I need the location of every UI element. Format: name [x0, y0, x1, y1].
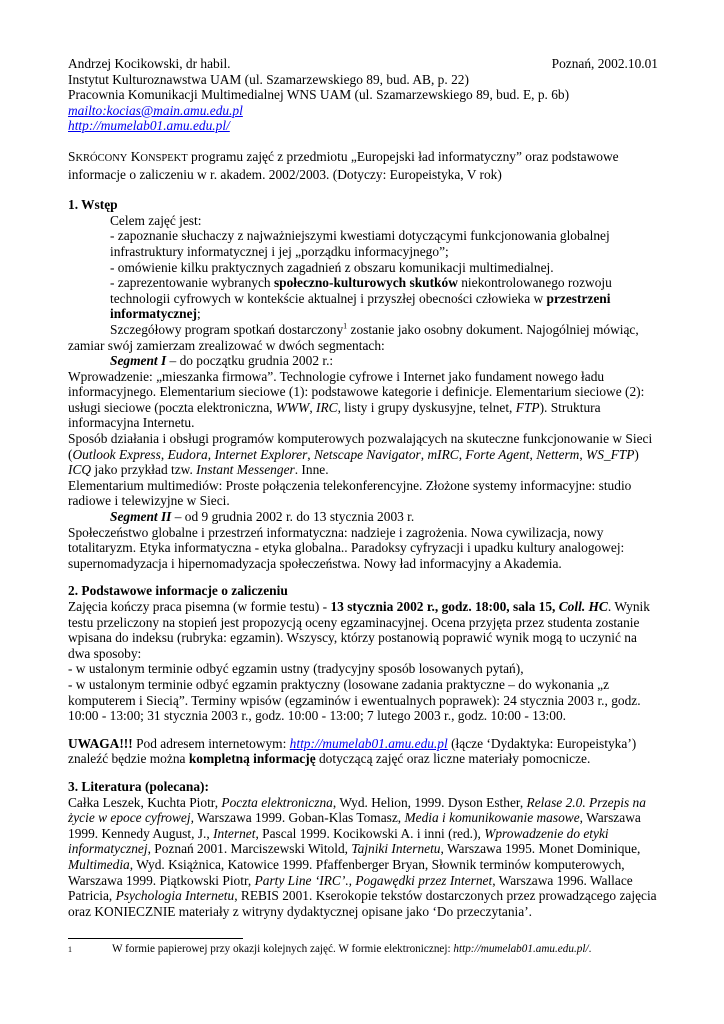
- section-heading-intro: 1. Wstęp: [68, 197, 118, 213]
- segment-1-para-2: Sposób działania i obsługi programów komputerowych pozwalających na skuteczne funkcjonowanie w Sieci (Outlook Express, Eudora, Internet Explorer, Netscape Navigator, mIRC, Forte Agent, Netterm, WS_FTP) ICQ jako przykład tzw. Instant Messenger. Inne.: [68, 431, 653, 478]
- aim-item: - omówienie kilku praktycznych zagadnień z obszaru komunikacji multimedialnej.: [110, 259, 554, 275]
- segment-1-heading: Segment I – do początku grudnia 2002 r.:: [110, 353, 334, 369]
- notice-paragraph: UWAGA!!! Pod adresem internetowym: http://mumelab01.amu.edu.pl (łącze ‘Dydaktyka: Europeistyka’) znaleźć będzie można kompletną informację dotyczącą zajęć oraz liczne materiały pomocnicze.: [68, 735, 637, 767]
- aim-item: - zaprezentowanie wybranych społeczno-kulturowych skutków niekontrolowanego rozwoju technologii cyfrowych w kontekście aktualnej i przyszłej obecności człowieka w przestrzeni informatycznej;: [110, 275, 612, 322]
- lab-line: Pracownia Komunikacji Multimedialnej WNS UAM (ul. Szamarzewskiego 89, bud. E, p. 6b): [68, 87, 570, 103]
- aim-item: - zapoznanie słuchaczy z najważniejszymi kwestiami dotyczącymi funkcjonowania globalnej infrastruktury informatycznej i jej „porządku informacyjnego”;: [110, 228, 610, 259]
- section-heading-credit: 2. Podstawowe informacje o zaliczeniu: [68, 583, 288, 599]
- website-link[interactable]: http://mumelab01.amu.edu.pl/: [68, 118, 230, 134]
- section-heading-literature: 3. Literatura (polecana):: [68, 778, 209, 794]
- footnote: [68, 943, 658, 956]
- credit-para-3: - w ustalonym terminie odbyć egzamin praktyczny (losowane zadania praktyczne – do wykonania „z komputerem i Siecią”. Terminy wpisów (egzaminów i ewentualnych poprawek): 24 stycznia 2003 r., godz. 10:00 - 13:00; 31 stycznia 2003 r., godz. 10:00 - 13:00; 7 lutego 2003 r., godz. 10:00 - 13:00.: [68, 676, 641, 724]
- aims-list: [68, 213, 658, 322]
- footnote-number: 1: [68, 945, 72, 954]
- document-page: [68, 56, 658, 919]
- literature-paragraph: Całka Leszek, Kuchta Piotr, Poczta elektroniczna, Wyd. Helion, 1999. Dyson Esther, Relase 2.0. Przepis na życie w epoce cyfrowej, Warszawa 1999. Goban-Klas Tomasz, Media i komunikowanie masowe, Warszawa 1999. Kennedy August, J., Internet, Pascal 1999. Kocikowski A. i inni (red.), Wprowadzenie do etyki informatycznej, Poznań 2001. Marciszewski Witold, Tajniki Internetu, Warszawa 1995. Monet Dominique, Multimedia, Wyd. Książnica, Katowice 1999. Pfaffenberger Bryan, Słownik terminów komputerowych, Warszawa 1999. Piątkowski Piotr, Party Line ‘IRC’., Pogawędki przez Internet, Warszawa 1996. Wallace Patricia, Psychologia Internetu, REBIS 2001. Kserokopie tekstów dostarczonych przez prowadzącego zajęcia oraz KONIECZNIE materiały z witryny dydaktycznej opisane jako ‘Do przeczytania’.: [68, 794, 657, 919]
- footnote-text: W formie papierowej przy okazji kolejnych zajęć. W formie elektronicznej: http://mumelab01.amu.edu.pl/.: [112, 943, 592, 955]
- email-link[interactable]: mailto:kocias@main.amu.edu.pl: [68, 102, 243, 118]
- credit-para-1: Zajęcia kończy praca pisemna (w formie testu) - 13 stycznia 2002 r., godz. 18:00, sala 15, Coll. HC. Wynik testu przeliczony na stopień jest propozycją oceny egzaminacyjnej. Ocena przyjęta przez studenta zostanie wpisana do indeksu (rubryka: egzamin). Wszyscy, którzy postanowią poprawić wynik mogą to uczynić na dwa sposoby:: [68, 599, 650, 661]
- segment-2-heading: Segment II – od 9 grudnia 2002 r. do 13 stycznia 2003 r.: [110, 509, 415, 525]
- institute-line: Instytut Kulturoznawstwa UAM (ul. Szamarzewskiego 89, bud. AB, p. 22): [68, 71, 469, 87]
- header-author-line: [68, 56, 658, 72]
- footnote-url: http://mumelab01.amu.edu.pl/: [453, 943, 589, 955]
- segment-1-para-1: Wprowadzenie: „mieszanka firmowa”. Technologie cyfrowe i Internet jako fundament nowego ładu informacyjnego. Elementarium sieciowe (1): podstawowe kategorie i definicje. Elementarium sieciowe (2): usługi sieciowe (poczta elektroniczna, WWW, IRC, listy i grupy dyskusyjne, telnet, FTP). Struktura informacyjna Internetu.: [68, 368, 645, 431]
- intro-paragraph: SKRÓCONY KONSPEKT programu zajęć z przedmiotu „Europejski ład informatyczny” oraz podstawowe informacje o zaliczeniu w r. akadem. 2002/2003. (Dotyczy: Europeistyka, V rok): [68, 148, 619, 182]
- segment-2-para: Społeczeństwo globalne i przestrzeń informatyczna: nadzieje i zagrożenia. Nowa cywilizacja, nowy totalitaryzm. Etyka informatyczna - etyka globalna.. Paradoksy cyfryzacji i upadku kultury analogowej: supernomadyzacja i hipernomadyzacja społeczeństwa. Nowy ład informacyjny a Akademia.: [68, 524, 625, 571]
- footnote-ref: 1: [343, 321, 348, 331]
- program-paragraph: Szczegółowy program spotkań dostarczony$^1$ zostanie jako osobny dokument. Najogólniej mówiąc, zamiar swój zamierzam zrealizować w dwóch segmentach:: [68, 321, 639, 353]
- segment-1-para-3: Elementarium multimediów: Proste połączenia telekonferencyjne. Złożone systemy informacyjne: studio radiowe i telewizyjne w Sieci.: [68, 477, 632, 509]
- aims-intro: Celem zajęć jest:: [110, 212, 202, 228]
- author-name: Andrzej Kocikowski, dr habil.: [68, 56, 231, 71]
- credit-para-2: - w ustalonym terminie odbyć egzamin ustny (tradycyjny sposób losowanych pytań),: [68, 661, 524, 677]
- place-date: Poznań, 2002.10.01: [551, 56, 658, 71]
- course-website-link[interactable]: http://mumelab01.amu.edu.pl: [289, 735, 448, 751]
- footnote-separator: [68, 938, 243, 939]
